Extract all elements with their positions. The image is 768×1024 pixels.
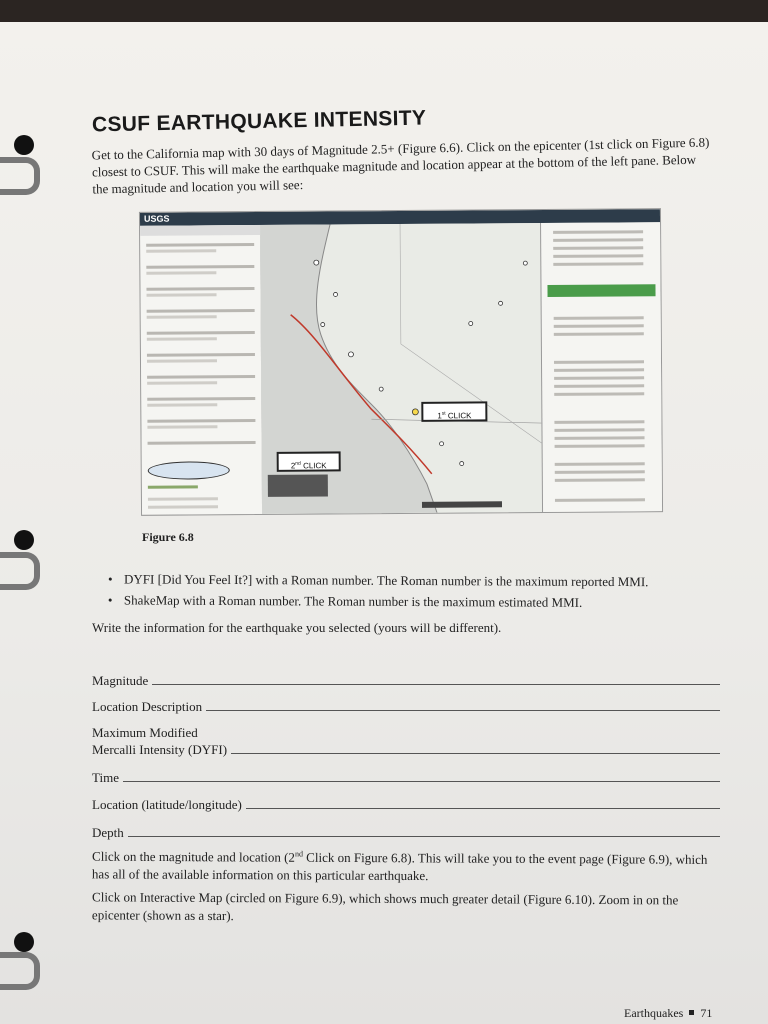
map-options-pane: [540, 222, 663, 512]
interactive-map-paragraph: Click on Interactive Map (circled on Figure 6.9), which shows much greater detail (Figure 6.10). Zoom in on the epicenter (shown as a star).: [91, 889, 679, 924]
field-label: Location Description: [92, 699, 203, 714]
option-row: [554, 360, 644, 364]
list-item: [146, 249, 216, 252]
footer-square-icon: [689, 1010, 694, 1015]
quake-marker: [314, 260, 319, 265]
option-row: [555, 498, 645, 502]
field-label: Depth: [92, 825, 124, 840]
earthquake-list-pane: [140, 225, 263, 515]
map-legend-bar: [422, 501, 502, 508]
option-row: [554, 384, 644, 388]
list-item: [147, 381, 217, 384]
list-item: [148, 441, 256, 445]
option-row: [555, 444, 645, 448]
binder-ring: [0, 552, 40, 590]
list-item: [146, 287, 254, 291]
field-label: Time: [92, 770, 119, 785]
quake-marker: [412, 409, 418, 415]
page-number: 71: [700, 1006, 713, 1020]
map-scale-bar: [268, 475, 328, 497]
lat-long-field[interactable]: [92, 796, 720, 813]
list-item: [148, 497, 218, 500]
list-pane-header: [140, 225, 260, 236]
mmi-dyfi-field[interactable]: [92, 724, 720, 758]
list-item: [147, 293, 217, 296]
list-item: [147, 337, 217, 340]
option-row: [553, 246, 643, 250]
list-item: [146, 265, 254, 269]
option-row: [554, 316, 644, 320]
list-item: [147, 403, 217, 406]
time-field[interactable]: [92, 769, 720, 786]
option-row: [554, 420, 644, 424]
list-item: [147, 353, 255, 357]
binder-hole: [14, 932, 34, 952]
answer-line[interactable]: [152, 683, 720, 685]
list-item: [147, 309, 255, 313]
binder-hole: [14, 530, 34, 550]
list-item: [148, 485, 198, 488]
list-item: [147, 419, 255, 423]
bullet-item: • DYFI [Did You Feel It?] with a Roman number. The Roman number is the maximum reported MMI.: [108, 568, 728, 592]
quake-marker: [460, 462, 464, 466]
intro-paragraph: Get to the California map with 30 days of Magnitude 2.5+ (Figure 6.6). Click on the epicenter (1st click on Figure 6.8) closest to CSUF. This will make the earthquake magnitude and location appear at the bottom of the left pane. Below the magnitude and location you will see:: [91, 134, 710, 197]
option-row: [554, 332, 644, 336]
option-row: [554, 324, 644, 328]
option-row: [553, 262, 643, 266]
option-row: [554, 392, 644, 396]
list-item: [147, 397, 255, 401]
option-row: [553, 230, 643, 234]
search-button: [547, 284, 655, 297]
binder-ring: [0, 157, 40, 195]
option-row: [554, 368, 644, 372]
answer-line[interactable]: [128, 835, 720, 837]
option-row: [555, 436, 645, 440]
option-row: [555, 462, 645, 466]
answer-line[interactable]: [123, 780, 720, 782]
footer-section: Earthquakes: [624, 1006, 684, 1020]
textbook-page: [0, 22, 768, 1024]
bullet-item: • ShakeMap with a Roman number. The Roman number is the maximum estimated MMI.: [108, 589, 728, 613]
list-item: [148, 505, 218, 508]
option-row: [554, 376, 644, 380]
option-row: [555, 478, 645, 482]
page-title: CSUF EARTHQUAKE INTENSITY: [91, 106, 427, 137]
field-label: Maximum Modified Mercalli Intensity (DYFI): [92, 725, 228, 757]
quake-marker: [440, 442, 444, 446]
option-row: [553, 254, 643, 258]
answer-line[interactable]: [231, 752, 720, 754]
list-item: [147, 315, 217, 318]
list-item: [147, 425, 217, 428]
figure-caption: Figure 6.8: [142, 530, 194, 544]
option-row: [555, 470, 645, 474]
list-item: [146, 271, 216, 274]
usgs-logo: USGS: [143, 213, 170, 224]
selected-quake-circle: [148, 461, 230, 480]
quake-marker: [499, 301, 503, 305]
list-item: [147, 375, 255, 379]
quake-marker: [334, 292, 338, 296]
quake-marker: [348, 352, 353, 357]
list-item: [146, 243, 254, 247]
quake-marker: [469, 321, 473, 325]
binder-hole: [14, 135, 34, 155]
answer-line[interactable]: [206, 709, 720, 711]
option-row: [554, 428, 644, 432]
field-label: Magnitude: [92, 673, 149, 688]
location-description-field[interactable]: [92, 698, 720, 715]
figure-6-8-screenshot: [139, 208, 663, 516]
depth-field[interactable]: [92, 824, 720, 841]
write-instruction: Write the information for the earthquake you selected (yours will be different).: [92, 620, 502, 635]
option-row: [553, 238, 643, 242]
bullet-list: [108, 568, 728, 613]
page-footer: [624, 1006, 712, 1021]
answer-line[interactable]: [246, 807, 720, 809]
first-click-callout: 1st CLICK: [421, 401, 487, 421]
magnitude-field[interactable]: [92, 672, 720, 689]
list-item: [147, 359, 217, 362]
map-pane: [260, 223, 542, 514]
binder-ring: [0, 952, 40, 990]
event-page-paragraph: Click on the magnitude and location (2nd Click on Figure 6.8). This will take you to the event page (Figure 6.9), which has all of the available information on this particular earthquake.: [91, 848, 708, 884]
second-click-callout: 2nd CLICK: [277, 451, 341, 471]
field-label: Location (latitude/longitude): [92, 797, 242, 812]
quake-marker: [379, 387, 383, 391]
list-item: [147, 331, 255, 335]
quake-marker: [523, 261, 527, 265]
quake-marker: [321, 323, 325, 327]
